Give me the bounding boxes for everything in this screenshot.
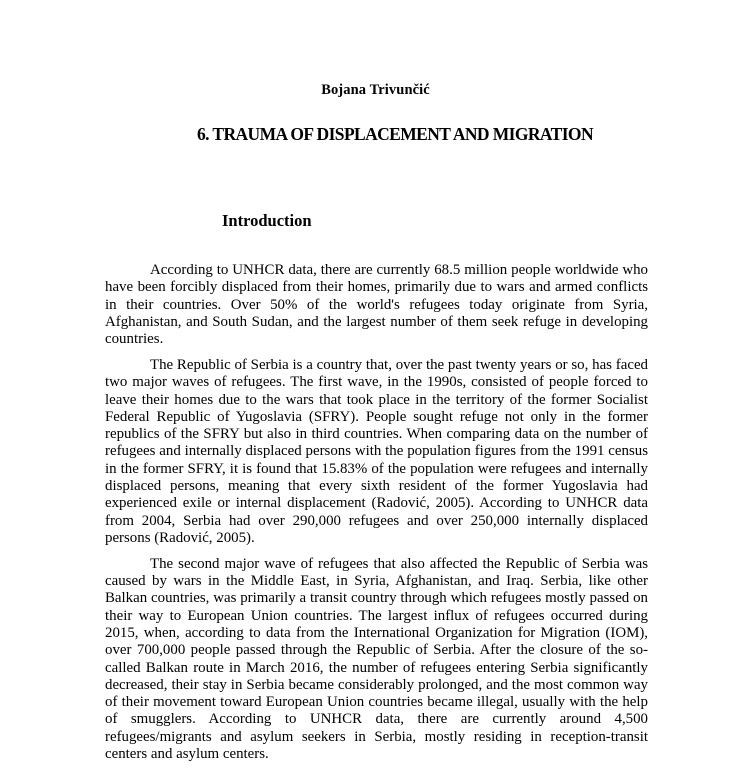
chapter-title: 6. TRAUMA OF DISPLACEMENT AND MIGRATION <box>197 124 593 144</box>
body-text <box>105 262 648 772</box>
author-name: Bojana Trivunčić <box>321 82 430 98</box>
section-heading: Introduction <box>222 211 312 230</box>
paragraph: The second major wave of refugees that also affected the Republic of Serbia was caused by wars in the Middle East, in Syria, Afghanistan, and Iraq. Serbia, like other Balkan countries, was primarily a transit country through which refugees mostly passed on their way to European Union countries. The largest influx of refugees occurred during 2015, when, according to data from the International Organization for Migration (IOM), over 700,000 people passed through the Republic of Serbia. After the closure of the so-called Balkan route in March 2016, the number of refugees entering Serbia significantly decreased, their stay in Serbia became considerably prolonged, and the most common way of their movement toward European Union countries became illegal, usually with the help of smugglers. According to UNHCR data, there are currently around 4,500 refugees/migrants and asylum seekers in Serbia, mostly residing in reception-transit centers and asylum centers. <box>105 555 648 763</box>
paragraph: The Republic of Serbia is a country that, over the past twenty years or so, has faced two major waves of refugees. The first wave, in the 1990s, consisted of people forced to leave their homes due to the wars that took place in the territory of the former Socialist Federal Republic of Yugoslavia (SFRY). People sought refuge not only in the former republics of the SFRY but also in third countries. When comparing data on the number of refugees and internally displaced persons with the population figures from the 1991 census in the former SFRY, it is found that 15.83% of the population were refugees and internally displaced persons, meaning that every sixth resident of the former Yugoslavia had experienced exile or internal displacement (Radović, 2005). According to UNHCR data from 2004, Serbia had over 290,000 refugees and over 250,000 internally displaced persons (Radović, 2005). <box>105 356 648 546</box>
paragraph: According to UNHCR data, there are currently 68.5 million people worldwide who have been forcibly displaced from their homes, primarily due to wars and armed conflicts in their countries. Over 50% of the world's refugees today originate from Syria, Afghanistan, and South Sudan, and the largest number of them seek refuge in developing countries. <box>105 262 648 348</box>
